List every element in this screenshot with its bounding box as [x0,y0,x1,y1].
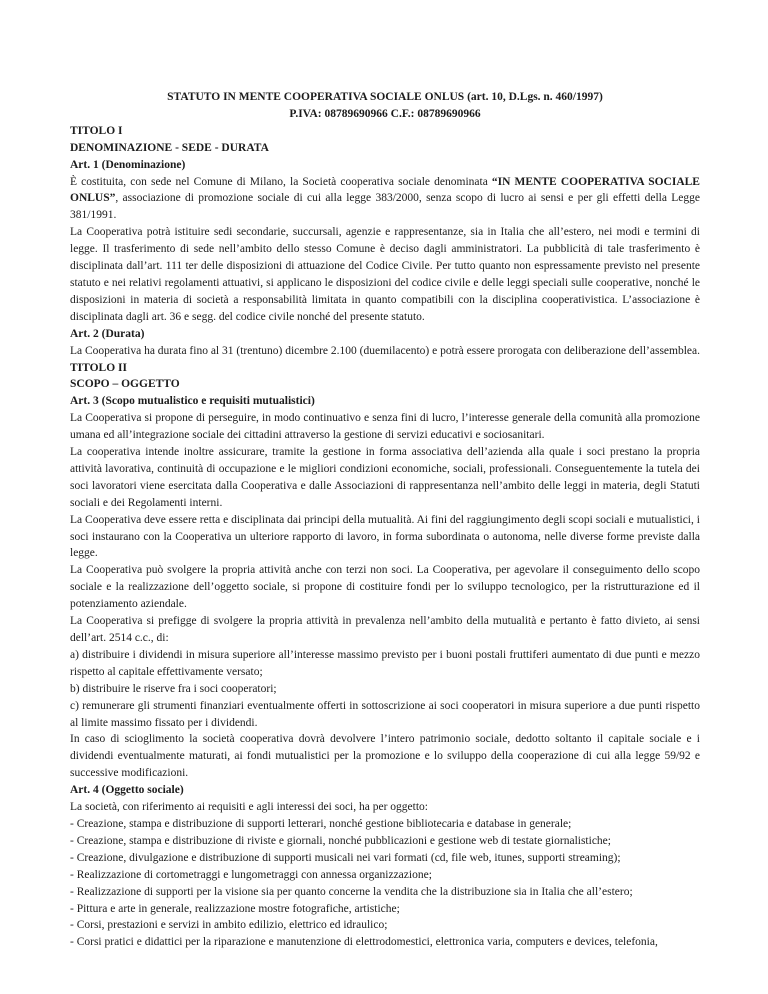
art1-p1-pre: È costituita, con sede nel Comune di Milano, la Società cooperativa sociale denominata [70,175,492,188]
art1-paragraph-2: La Cooperativa potrà istituire sedi secondarie, succursali, agenzie e rappresentanze, sia in Italia che all’estero, nei modi e termini di legge. Il trasferimento di sede nell’ambito dello stesso Comune è deciso dagli amministratori. La pubblicità di tale trasferimento è disciplinata dall’art. 111 ter delle disposizioni di attuazione del Codice Civile. Per tutto quanto non espressamente previsto nel presente statuto e nei relativi regolamenti attuativi, si applicano le disposizioni del codice civile e delle leggi speciali sulle cooperative, nonché le disposizioni in materia di società a responsabilità limitata in quanto compatibili con la disciplina cooperativistica. L’associazione è disciplinata dagli art. 36 e segg. del codice civile nonché del presente statuto. [70,226,700,323]
art4-list-item: - Pittura e arte in generale, realizzazione mostre fotografiche, artistiche; [70,902,400,915]
art3-item-a: a) distribuire i dividendi in misura superiore all’interesse massimo previsto per i buoni postali fruttiferi aumentato di due punti e mezzo rispetto al capitale effettivamente versato; [70,648,700,678]
titolo-ii-heading: TITOLO II [70,361,127,374]
art1-heading: Art. 1 (Denominazione) [70,158,186,171]
art3-heading: Art. 3 (Scopo mutualistico e requisiti mutualistici) [70,395,315,408]
art3-paragraph-4: La Cooperativa può svolgere la propria attività anche con terzi non soci. La Cooperativa, per agevolare il conseguimento dello scopo sociale e la realizzazione dell’oggetto sociale, si propone di costituire fondi per lo sviluppo tecnologico, per la ristrutturazione ed il potenziamento aziendale. [70,564,700,611]
art1-p1-post: , associazione di promozione sociale di cui alla legge 383/2000, senza scopo di lucro ai sensi e per gli effetti della Legge 381/1991. [70,192,700,222]
art4-list-item: - Creazione, stampa e distribuzione di riviste e giornali, nonché pubblicazioni e gestione web di testate giornalistiche; [70,834,611,847]
art4-list-item: - Creazione, divulgazione e distribuzione di supporti musicali nei vari formati (cd, file web, itunes, supporti streaming); [70,851,621,864]
art2-heading: Art. 2 (Durata) [70,327,145,340]
company-name-bold: “IN MENTE COOPERATIVA SOCIALE ONLUS” [70,175,700,205]
art3-paragraph-5: La Cooperativa si prefigge di svolgere la propria attività in prevalenza nell’ambito della mutualità e pertanto è fatto divieto, ai sensi dell’art. 2514 c.c., di: [70,615,700,644]
art3-item-c: c) remunerare gli strumenti finanziari eventualmente offerti in sottoscrizione ai soci cooperatori in misura superiore a due punti rispetto al limite massimo fissato per i dividendi. [70,699,700,729]
art4-list-item: - Realizzazione di supporti per la visione sia per quanto concerne la vendita che la distribuzione sia in Italia che all’estero; [70,885,633,898]
art4-intro: La società, con riferimento ai requisiti e agli interessi dei soci, ha per oggetto: [70,801,428,814]
art1-paragraph-1 [70,174,700,225]
piva-cf-line: P.IVA: 08789690966 C.F.: 08789690966 [289,107,481,120]
art3-paragraph-2: La cooperativa intende inoltre assicurare, tramite la gestione in forma associativa dell’azienda alla quale i soci prestano la propria attività lavorativa, continuità di occupazione e le migliori condizioni economiche, sociali, professionali. Conseguentemente la tutela dei soci lavoratori viene esercitata dalla Cooperativa e dalle Associazioni di rappresentanza nell’ambito delle leggi in materia, degli Statuti sociali e dei Regolamenti interni. [70,446,700,509]
document-title: STATUTO IN MENTE COOPERATIVA SOCIALE ONLUS (art. 10, D.Lgs. n. 460/1997) [167,91,603,103]
titolo-i-subheading: DENOMINAZIONE - SEDE - DURATA [70,141,269,154]
art4-list-item: - Realizzazione di cortometraggi e lungometraggi con annessa organizzazione; [70,868,432,881]
art2-paragraph-1: La Cooperativa ha durata fino al 31 (trentuno) dicembre 2.100 (duemilacento) e potrà essere prorogata con deliberazione dell’assemblea. [70,344,701,357]
art4-list-item: - Corsi, prestazioni e servizi in ambito edilizio, elettrico ed idraulico; [70,919,388,932]
art4-list-item: - Creazione, stampa e distribuzione di supporti letterari, nonché gestione bibliotecaria e database in generale; [70,817,572,830]
art3-paragraph-3: La Cooperativa deve essere retta e disciplinata dai principi della mutualità. Ai fini del raggiungimento degli scopi sociali e mutualistici, i soci instaurano con la Cooperativa un ulteriore rapporto di lavoro, in forma subordinata o autonoma, nelle diverse forme previste dalla legge. [70,513,700,560]
art3-paragraph-6: In caso di scioglimento la società cooperativa dovrà devolvere l’intero patrimonio sociale, dedotto soltanto il capitale sociale e i dividendi eventualmente maturati, ai fondi mutualistici per la promozione e lo sviluppo della cooperazione di cui alla legge 59/92 e successive modificazioni. [70,733,700,780]
art3-paragraph-1: La Cooperativa si propone di perseguire, in modo continuativo e senza fini di lucro, l’interesse generale della comunità alla promozione umana ed all’integrazione sociale dei cittadini attraverso la gestione di servizi educativi e sociosanitari. [70,412,700,442]
titolo-ii-subheading: SCOPO – OGGETTO [70,378,180,391]
art4-list-item: - Corsi pratici e didattici per la riparazione e manutenzione di elettrodomestici, elettronica varia, computers e devices, telefonia, [70,936,658,949]
titolo-i-heading: TITOLO I [70,124,123,137]
art4-heading: Art. 4 (Oggetto sociale) [70,784,184,797]
art3-item-b: b) distribuire le riserve fra i soci cooperatori; [70,682,277,695]
